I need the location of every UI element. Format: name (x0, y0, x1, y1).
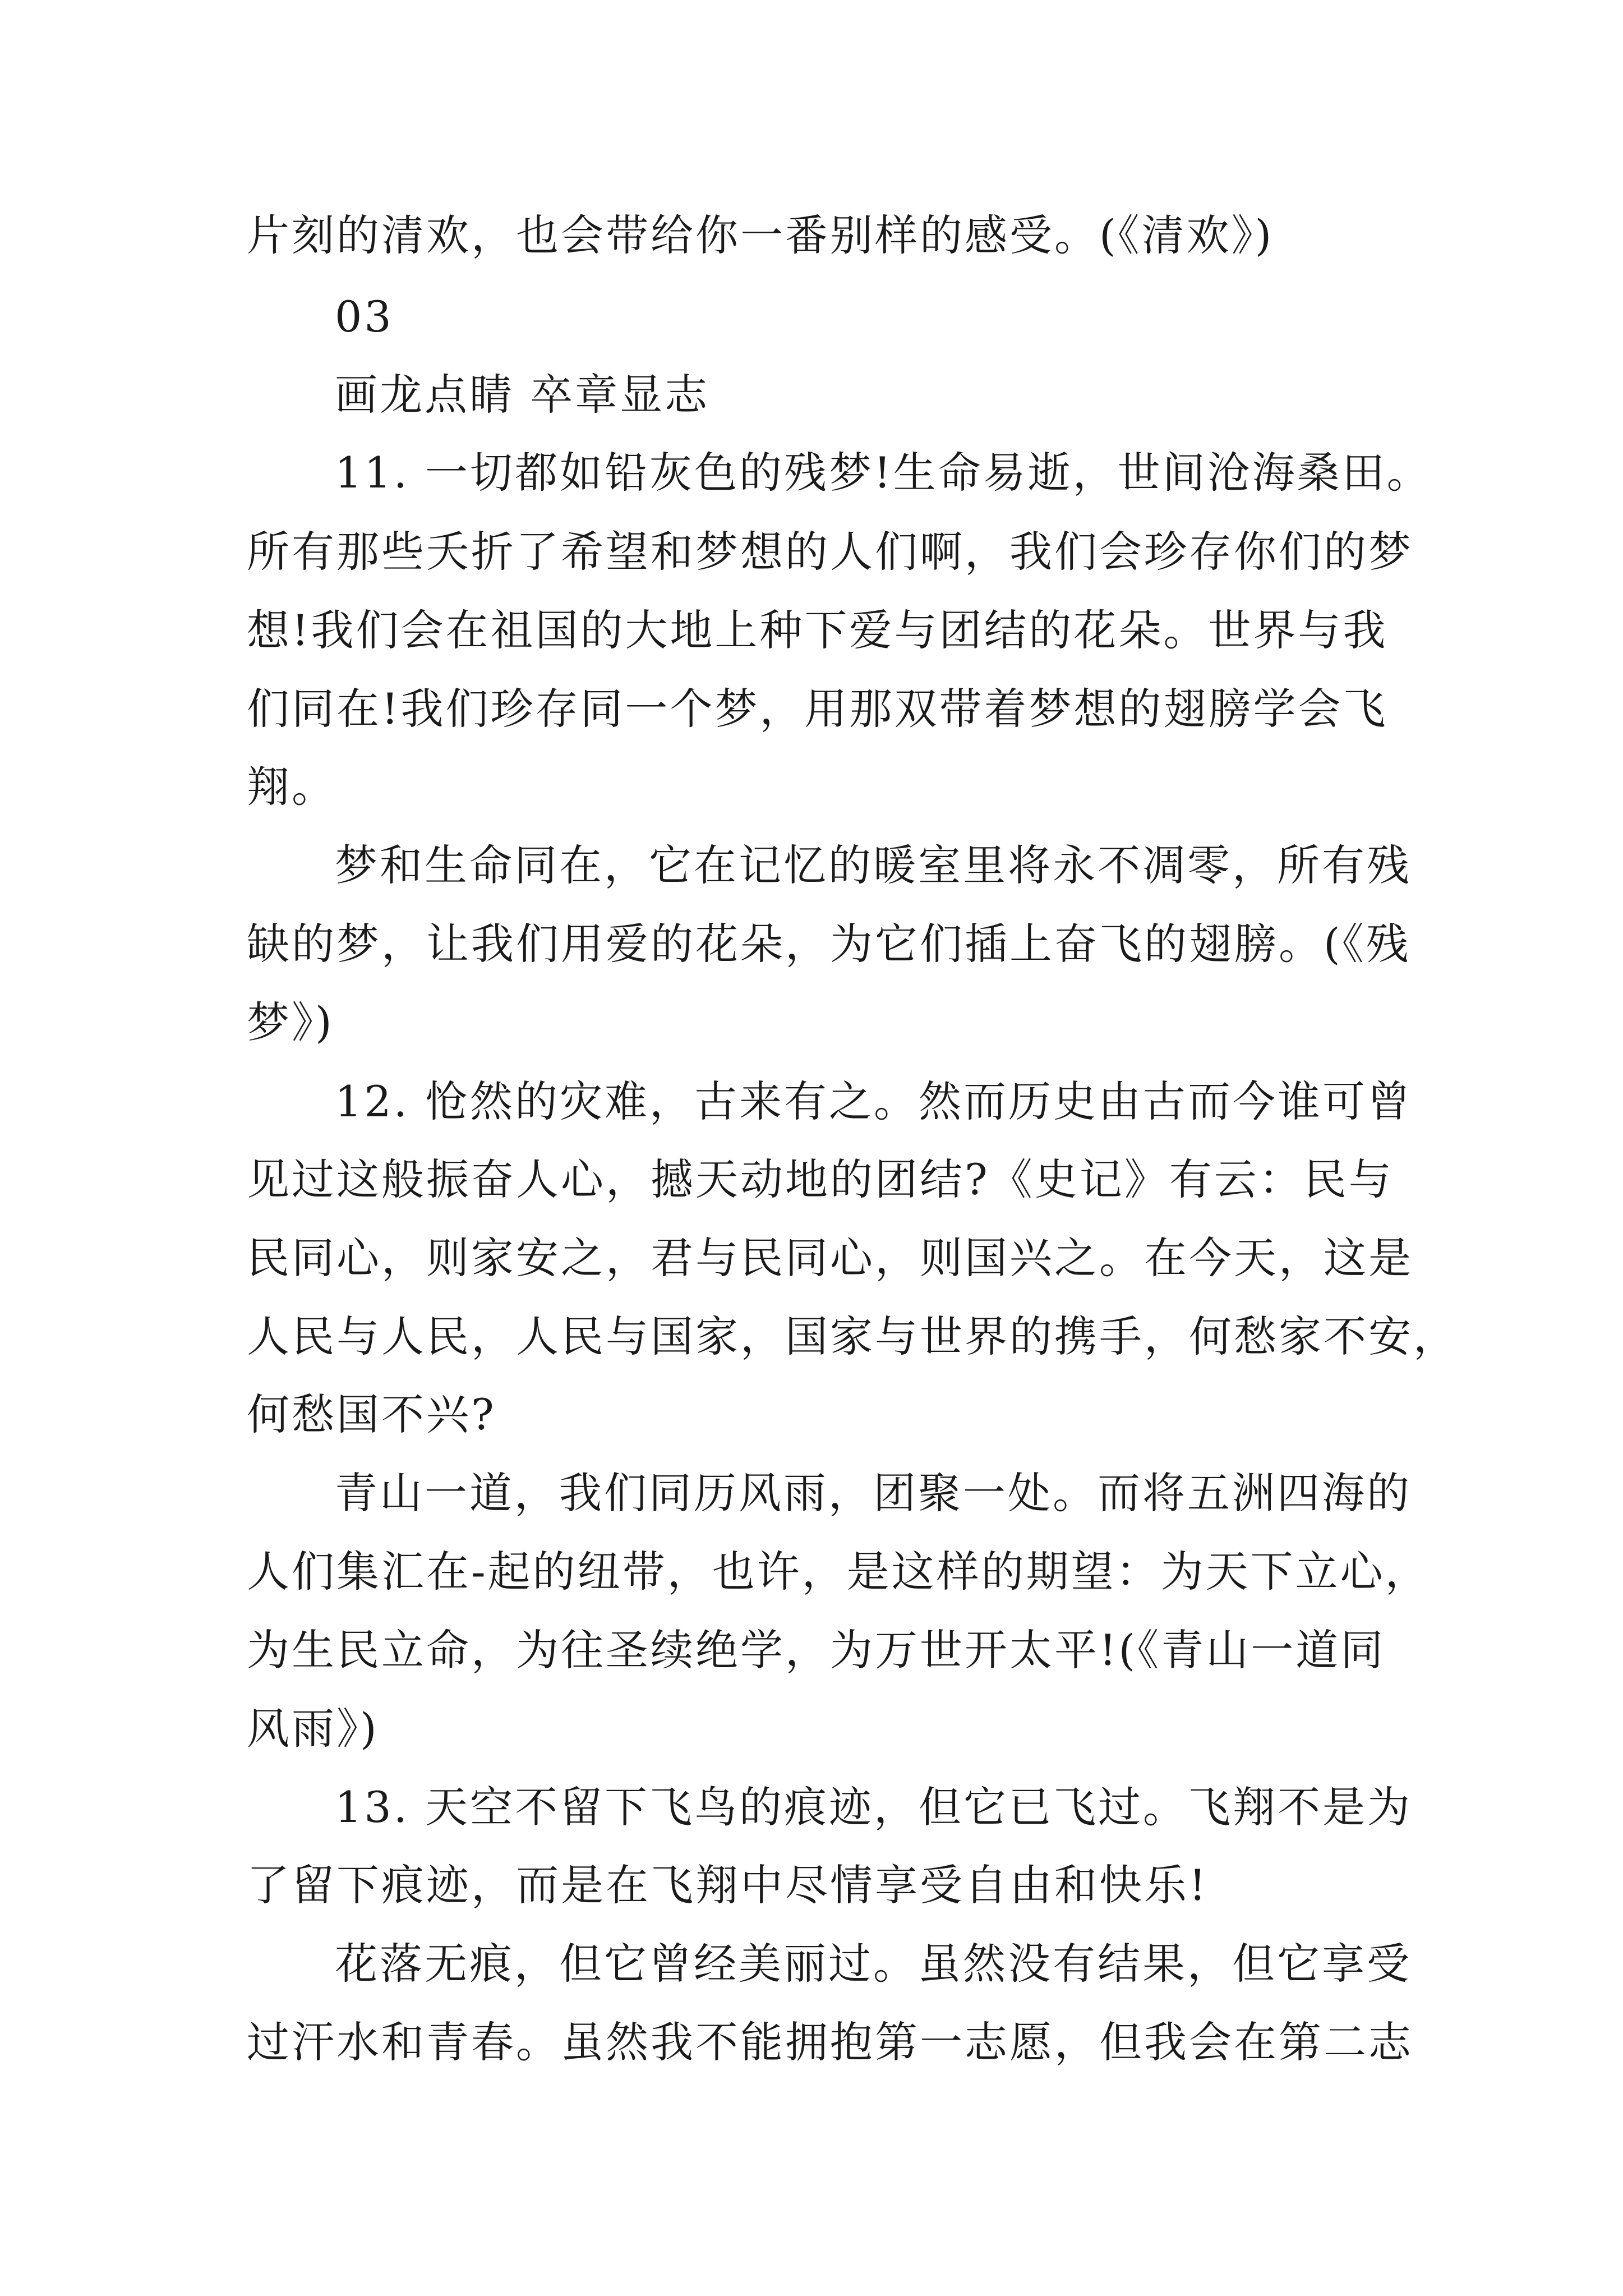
text-line: 们同在!我们珍存同一个梦，用那双带着梦想的翅膀学会飞 (247, 684, 1388, 734)
section-heading: 画龙点睛 卒章显志 (335, 370, 710, 420)
text-line: 何愁国不兴? (247, 1389, 496, 1439)
text-line: 见过这般振奋人心，撼天动地的团结?《史记》有云：民与 (247, 1154, 1394, 1204)
text-line: 人民与人民，人民与国家，国家与世界的携手，何愁家不安， (247, 1312, 1458, 1361)
text-line: 13. 天空不留下飞鸟的痕迹，但它已飞过。飞翔不是为 (335, 1782, 1413, 1832)
text-line: 片刻的清欢，也会带给你一番别样的感受。(《清欢》) (247, 210, 1274, 260)
text-line: 青山一道，我们同历风雨，团聚一处。而将五洲四海的 (335, 1468, 1412, 1518)
text-line: 风雨》) (247, 1704, 379, 1754)
text-line: 了留下痕迹，而是在飞翔中尽情享受自由和快乐! (247, 1860, 1209, 1910)
text-line: 想!我们会在祖国的大地上种下爱与团结的花朵。世界与我 (247, 605, 1388, 655)
text-line: 梦》) (247, 997, 334, 1047)
text-line: 过汗水和青春。虽然我不能拥抱第一志愿，但我会在第二志 (247, 2017, 1413, 2067)
text-line: 梦和生命同在，它在记忆的暖室里将永不凋零，所有残 (335, 840, 1412, 890)
section-number: 03 (335, 292, 394, 342)
text-line: 民同心，则家安之，君与民同心，则国兴之。在今天，这是 (247, 1233, 1413, 1283)
text-line: 11. 一切都如铅灰色的残梦!生命易逝，世间沧海桑田。 (335, 448, 1432, 498)
text-line: 所有那些夭折了希望和梦想的人们啊，我们会珍存你们的梦 (247, 527, 1413, 577)
text-line: 花落无痕，但它曾经美丽过。虽然没有结果，但它享受 (335, 1939, 1412, 1989)
text-line: 12. 怆然的灾难，古来有之。然而历史由古而今谁可曾 (335, 1076, 1413, 1126)
text-line: 缺的梦，让我们用爱的花朵，为它们插上奋飞的翅膀。(《残 (247, 919, 1411, 969)
text-line: 翔。 (247, 762, 336, 812)
text-line: 为生民立命，为往圣续绝学，为万世开太平!(《青山一道同 (247, 1625, 1386, 1675)
text-line: 人们集汇在-起的纽带，也许，是这样的期望：为天下立心， (247, 1547, 1430, 1596)
